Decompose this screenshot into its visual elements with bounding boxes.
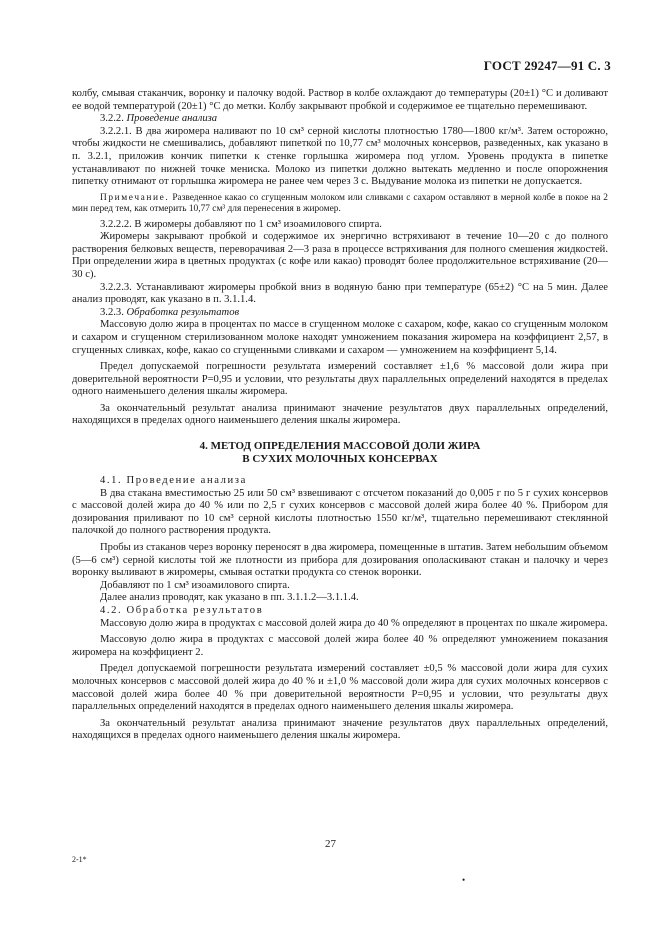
section-title-line1: 4. МЕТОД ОПРЕДЕЛЕНИЯ МАССОВОЙ ДОЛИ ЖИРА	[199, 440, 481, 453]
paragraph: Предел допускаемой погрешности результата измерений составляет ±1,6 % массовой доли жира при доверительной вероятности Р=0,95 и условии, что результаты двух параллельных определений находятся в пределах одного наименьшего деления шкалы жиромера.	[72, 361, 608, 398]
note-text: Разведенное какао со сгущенным молоком или сливками с сахаром оставляют в мерной колбе в покое на 2 мин перед тем, как отмерить 10,77 см³ для перенесения в жиромер.	[72, 192, 608, 215]
subsection-title: Проведение анализа	[126, 113, 218, 125]
paragraph: Массовую долю жира в продуктах с массовой долей жира до 40 % определяют в процентах по шкале жиромера.	[100, 617, 608, 629]
note-paragraph	[72, 193, 608, 216]
page-header: ГОСТ 29247—91 С. 3	[483, 58, 611, 73]
paragraph: За окончательный результат анализа принимают значение результатов двух параллельных определений, находящихся в пределах одного наименьшего деления шкалы жиромера.	[72, 717, 608, 742]
paragraph: Жиромеры закрывают пробкой и содержимое их энергично встряхивают в течение 10—20 с до полного растворения белковых веществ, переворачивая 2—3 раза в процессе встряхивания для полного смешения жидкостей. При определении жира в цветных продуктах (с кофе или какао) проводят более продолжительное встряхивание (20—30 с).	[72, 231, 608, 280]
subsection-heading	[72, 113, 608, 126]
paragraph: Далее анализ проводят, как указано в пп. 3.1.1.2—3.1.1.4.	[100, 592, 359, 604]
subsection-number: 3.2.3.	[100, 306, 124, 318]
subsection-title: Обработка результатов	[126, 306, 240, 318]
page-body	[72, 88, 608, 743]
paragraph: Пробы из стаканов через воронку переносят в два жиромера, помещенные в штатив. Затем небольшим объемом (5—6 см³) серной кислоты той же плотности из прибора для дозирования ополаскивают стакан и палочку и через воронку выливают в жиромеры, смывая остатки продукта со стенок воронки.	[72, 542, 608, 579]
paragraph: 3.2.2.1. В два жиромера наливают по 10 см³ серной кислоты плотностью 1780—1800 кг/м³. Затем осторожно, чтобы жидкости не смешивались, добавляют пипеткой по 10,77 см³ молочных консервов, разведенных, как указано в п. 3.2.1, приложив кончик пипетки к стенке горлышка жиромера под углом. Уровень продукта в пипетке устанавливают по нижней точке мениска. Молоко из пипетки должно вытекать медленно и после опорожнения пипетку отнимают от горлышка жиромера не ранее чем через 3 с. Выдувание молока из пипетки не допускается.	[72, 125, 608, 188]
paragraph: Добавляют по 1 см³ изоамилового спирта.	[100, 579, 290, 591]
paragraph: Предел допускаемой погрешности результата измерений составляет ±0,5 % массовой доли жира для сухих молочных консервов с массовой долей жира до 40 % и ±1,0 % массовой доли жира для сухих молочных консервов с массовой долей жира более 40 % при доверительной вероятности Р=0,95 и условии, что результаты двух параллельных определений находятся в пределах одного наименьшего деления шкалы жиромера.	[72, 663, 608, 713]
paragraph: За окончательный результат анализа принимают значение результатов двух параллельных определений, находящихся в пределах одного наименьшего деления шкалы жиромера.	[72, 402, 608, 427]
page-number: 27	[325, 838, 336, 850]
paragraph: В два стакана вместимостью 25 или 50 см³ взвешивают с отсчетом показаний до 0,005 г по 5 г сухих консервов с массовой долей жира до 40 % или по 2,5 г сухих консервов с массовой долей жира более 40 %. Прибором для дозирования приливают по 10 см³ серной кислоты плотностью 1550 кг/м³, тщательно перемешивают стеклянной палочкой до полного растворения продукта.	[72, 487, 608, 537]
subsection-number: 3.2.2.	[100, 113, 124, 125]
subsection-heading: 4.2. Обработка результатов	[100, 605, 264, 616]
paragraph: Массовую долю жира в процентах по массе в сгущенном молоке с сахаром, кофе, какао со сгущенным молоком и сахаром и сгущенном стерилизованном молоке находят умножением показания жиромера на коэффициент 2,57, в сгущенных сливках, кофе, какао со сгущенными сливками и сахаром — умножением на коэффициент 5,14.	[72, 319, 608, 356]
note-label: Примечание.	[100, 192, 170, 203]
paragraph: Массовую долю жира в продуктах с массовой долей жира более 40 % определяют умножением показания жиромера на коэффициент 2.	[72, 634, 608, 658]
subsection-heading: 4.1. Проведение анализа	[100, 475, 247, 487]
paragraph: 3.2.2.3. Устанавливают жиромеры пробкой вниз в водяную баню при температуре (65±2) °С на 5 мин. Далее анализ проводят, как указано в п. 3.1.1.4.	[72, 281, 608, 306]
signature-mark: 2-1*	[72, 855, 87, 864]
section-title-line2: В СУХИХ МОЛОЧНЫХ КОНСЕРВАХ	[242, 452, 438, 465]
section-title	[72, 440, 608, 465]
paragraph: колбу, смывая стаканчик, воронку и палочку водой. Раствор в колбе охлаждают до температуры (20±1) °С и доливают ее водой температурой (20±1) °С до метки. Колбу закрывают пробкой и содержимое ее тщательно перемешивают.	[72, 88, 608, 112]
subsection-heading	[72, 307, 608, 320]
paragraph: 3.2.2.2. В жиромеры добавляют по 1 см³ изоамилового спирта.	[100, 218, 382, 230]
stray-mark: •	[462, 875, 466, 885]
